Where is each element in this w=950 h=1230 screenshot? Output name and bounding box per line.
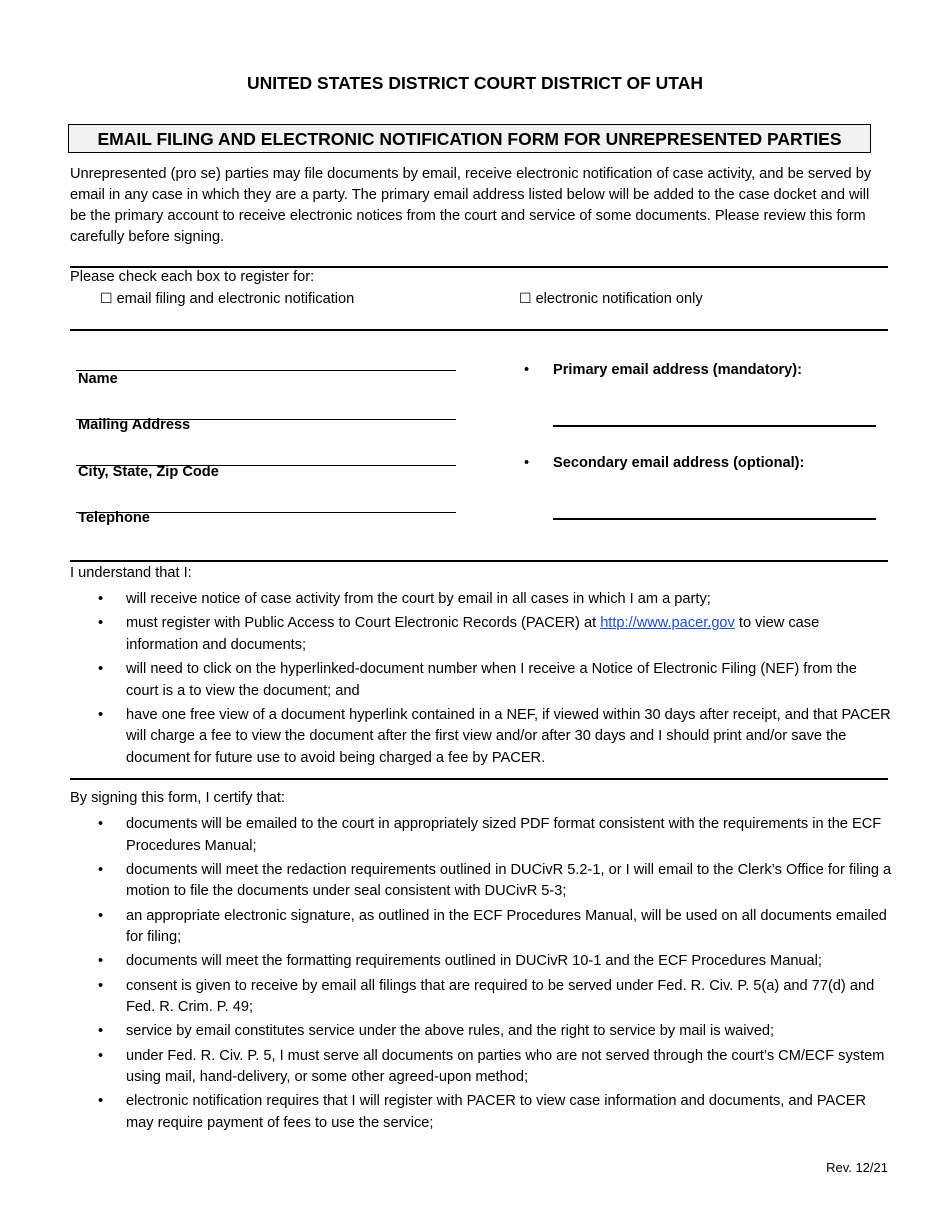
name-label: Name: [78, 371, 118, 387]
understand-lead: I understand that I:: [70, 565, 192, 581]
list-item: • will need to click on the hyperlinked-document number when I receive a Notice of Electronic Filing (NEF) from the court is a to view the document; and: [70, 659, 892, 702]
revision-label: Rev. 12/21: [826, 1160, 888, 1175]
primary-email-label: Primary email address (mandatory):: [553, 362, 802, 378]
option-email-filing-label: email filing and electronic notification: [116, 291, 355, 307]
secondary-email-label: Secondary email address (optional):: [553, 455, 805, 471]
section-divider: [70, 329, 888, 331]
name-field[interactable]: [76, 370, 456, 371]
section-divider: [70, 778, 888, 780]
primary-email-item: [524, 362, 802, 378]
bullet-icon: •: [524, 455, 530, 471]
list-item: • documents will meet the formatting requirements outlined in DUCivR 10-1 and the ECF Procedures Manual;: [70, 951, 892, 973]
bullet-icon: •: [524, 362, 530, 378]
list-item: • electronic notification requires that I will register with PACER to view case information and documents, and PACER may require payment of fees to use the service;: [70, 1091, 892, 1134]
list-item: • have one free view of a document hyperlink contained in a NEF, if viewed within 30 days after receipt, and that PACER will charge a fee to view the document after the first view and/or after 30 days and I should print and/or save the document for future use to avoid being charged a fee by PACER.: [70, 705, 892, 770]
list-item: • under Fed. R. Civ. P. 5, I must serve all documents on parties who are not served through the court’s CM/ECF system using mail, hand-delivery, or some other agreed-upon method;: [70, 1046, 892, 1089]
understand-list: [70, 589, 892, 772]
primary-email-field[interactable]: [553, 425, 876, 427]
court-title: UNITED STATES DISTRICT COURT DISTRICT OF UTAH: [247, 73, 703, 93]
section-divider: [70, 560, 888, 562]
option-email-filing[interactable]: [100, 291, 354, 307]
list-item: [70, 613, 892, 656]
list-item: • service by email constitutes service under the above rules, and the right to service by mail is waived;: [70, 1021, 892, 1043]
telephone-label: Telephone: [78, 510, 150, 526]
option-notification-only[interactable]: [519, 291, 703, 307]
intro-paragraph: Unrepresented (pro se) parties may file documents by email, receive electronic notification of case activity, and be served by email in any case in which they are a party. The primary email address listed below will be added to the case docket and will be the primary account to receive electronic notices from the court and service of some documents. Please review this form carefully before signing.: [70, 166, 872, 245]
mailing-address-label: Mailing Address: [78, 417, 191, 433]
list-item: • documents will be emailed to the court in appropriately sized PDF format consistent with the requirements in the ECF Procedures Manual;: [70, 814, 892, 857]
form-title: EMAIL FILING AND ELECTRONIC NOTIFICATION FORM FOR UNREPRESENTED PARTIES: [68, 124, 871, 153]
checkbox-notification-only[interactable]: ☐: [519, 291, 532, 307]
list-item: • will receive notice of case activity from the court by email in all cases in which I am a party;: [70, 589, 892, 611]
pacer-text-before: must register with Public Access to Court Electronic Records (PACER) at: [126, 615, 601, 632]
pacer-text-after: to view case information and documents;: [126, 615, 820, 653]
section-divider: [70, 266, 888, 268]
pacer-link[interactable]: http://www.pacer.gov: [600, 615, 735, 632]
list-item: • documents will meet the redaction requirements outlined in DUCivR 5.2-1, or I will email to the Clerk’s Office for filing a motion to file the documents under seal consistent with DUCivR 5-3;: [70, 860, 892, 903]
certify-lead: By signing this form, I certify that:: [70, 790, 285, 806]
checkbox-email-filing[interactable]: ☐: [100, 291, 113, 307]
secondary-email-field[interactable]: [553, 518, 876, 520]
list-item: • consent is given to receive by email all filings that are required to be served under Fed. R. Civ. P. 5(a) and 77(d) and Fed. R. Crim. P. 49;: [70, 976, 892, 1019]
certify-list: [70, 814, 892, 1137]
secondary-email-item: [524, 455, 804, 471]
list-item: • an appropriate electronic signature, as outlined in the ECF Procedures Manual, will be used on all documents emailed for filing;: [70, 906, 892, 949]
option-notification-only-label: electronic notification only: [535, 291, 703, 307]
city-state-zip-label: City, State, Zip Code: [78, 464, 219, 480]
registration-heading: Please check each box to register for:: [70, 269, 315, 285]
